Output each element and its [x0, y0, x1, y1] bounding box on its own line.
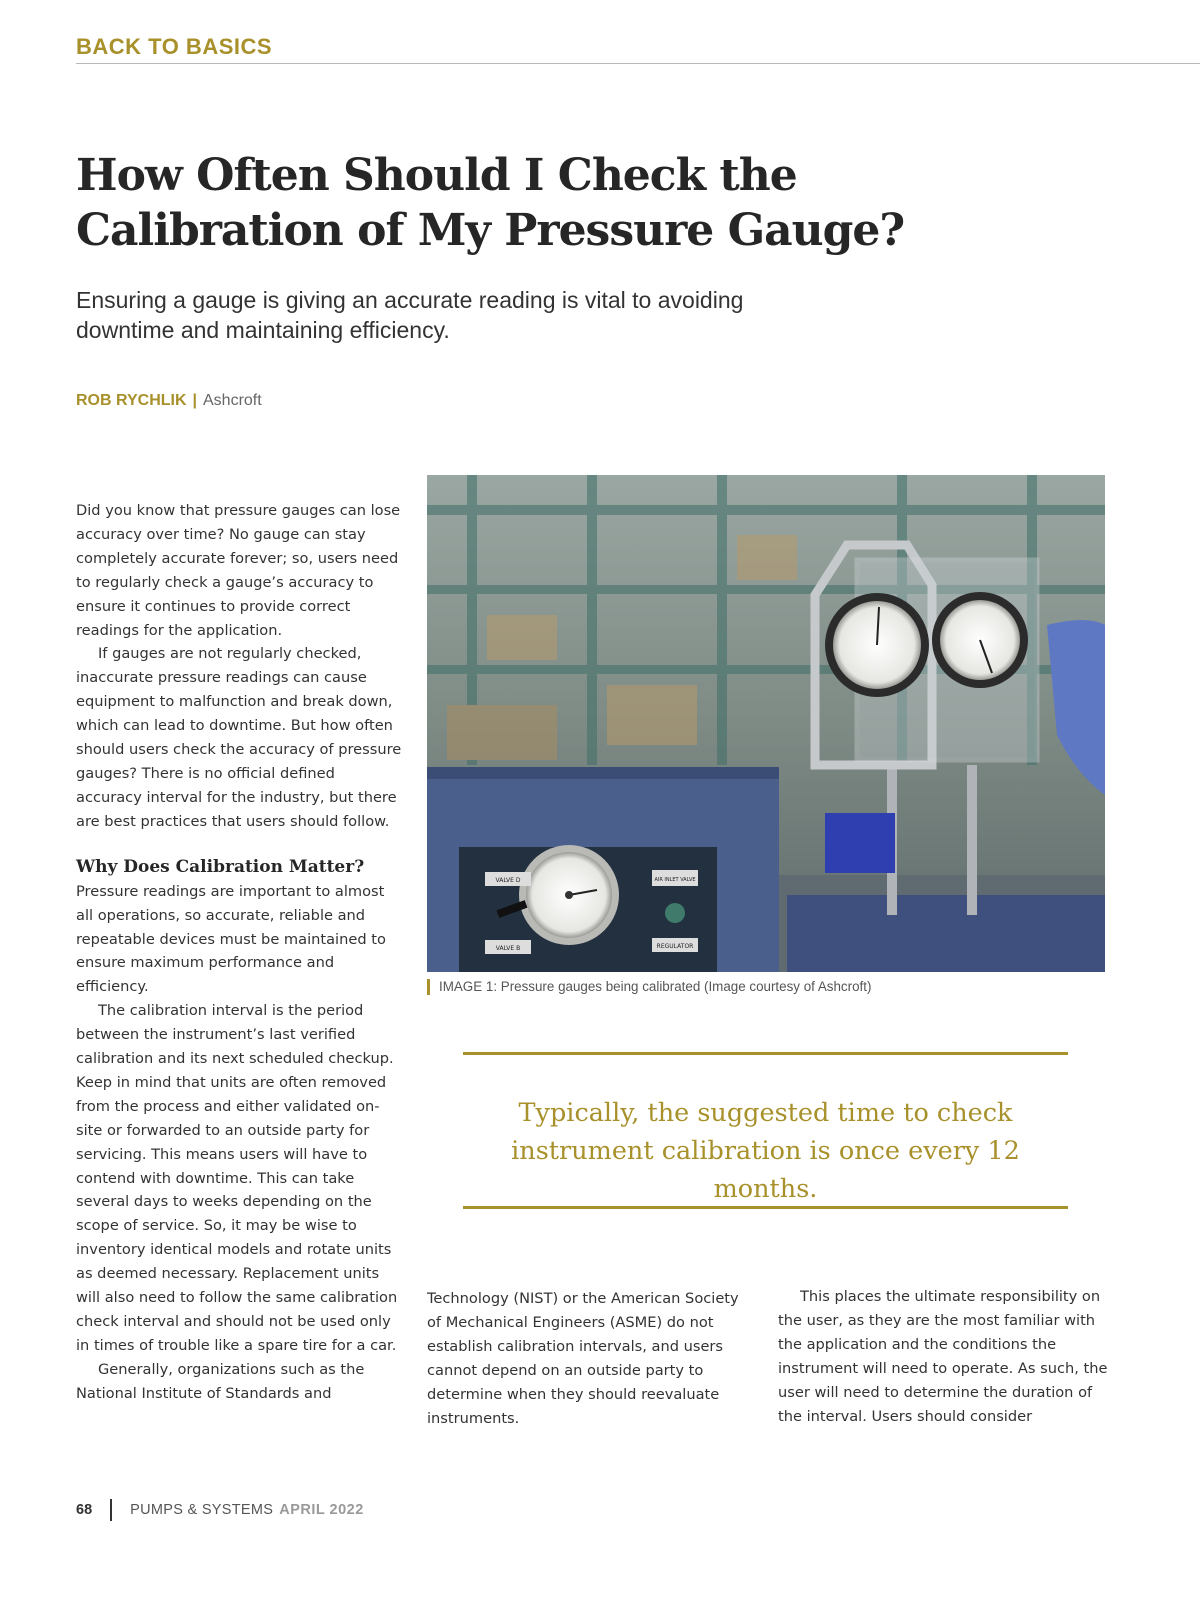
publication-name: PUMPS & SYSTEMS [130, 1502, 274, 1518]
author-name: ROB RYCHLIK [76, 392, 187, 409]
paragraph: Generally, organizations such as the National Institute of Standards and [76, 1360, 365, 1402]
image-caption: IMAGE 1: Pressure gauges being calibrated (Image courtesy of Ashcroft) [427, 979, 871, 995]
section-divider [76, 63, 1200, 64]
paragraph: Did you know that pressure gauges can lose accuracy over time? No gauge can stay completely accurate forever; so, users need to regularly check a gauge’s accuracy to ensure it continues to provide correct readings for the application. [76, 502, 401, 639]
page-number: 68 [76, 1502, 93, 1518]
article-deck [76, 285, 836, 345]
author-company: Ashcroft [203, 392, 262, 409]
issue-date: APRIL 2022 [279, 1502, 364, 1518]
paragraph: Technology (NIST) or the American Society of Mechanical Engineers (ASME) do not establish calibration intervals, and users cannot depend on an outside party to determine when they should reevaluate instruments. [427, 1290, 739, 1427]
panel-label: REGULATOR [656, 943, 694, 950]
paragraph: This places the ultimate responsibility on the user, as they are the most familiar with the application and the conditions the instrument will need to operate. As such, the user will need to determine the duration of the interval. Users should consider [778, 1288, 1108, 1425]
page-footer [76, 1499, 364, 1521]
pullquote-line-1: Typically, the suggested time to check [518, 1098, 1013, 1128]
title-line-2: Calibration of My Pressure Gauge? [76, 205, 905, 256]
paragraph: The calibration interval is the period between the instrument’s last verified calibration and its next scheduled checkup. Keep in mind that units are often removed from the process and either validated on-site or forwarded to an outside party for servicing. This means users will have to contend with downtime. This can take several days to weeks depending on the scope of service. So, it may be wise to inventory identical models and rotate units as deemed necessary. Replacement units will also need to follow the same calibration check interval and should not be used only in times of trouble like a spare tire for a car. [76, 1002, 398, 1354]
title-line-1: How Often Should I Check the [76, 150, 797, 201]
body-column-1 [76, 499, 404, 1406]
body-column-2 [427, 1287, 745, 1430]
deck-line-2: downtime and maintaining efficiency. [76, 317, 450, 343]
article-photo [427, 475, 1105, 972]
panel-label: VALVE B [495, 945, 521, 952]
paragraph: Pressure readings are important to almost all operations, so accurate, reliable and repeatable devices must be maintained to ensure maximum performance and efficiency. [76, 882, 386, 996]
byline [76, 392, 262, 410]
pullquote-bottom-rule [463, 1206, 1068, 1209]
pullquote [463, 1094, 1068, 1208]
panel-label: VALVE D [495, 877, 521, 884]
section-label: BACK TO BASICS [76, 34, 273, 59]
photo-illustration [427, 475, 1105, 972]
pullquote-top-rule [463, 1052, 1068, 1055]
body-column-3 [778, 1285, 1108, 1428]
paragraph: If gauges are not regularly checked, inaccurate pressure readings can cause equipment to malfunction and break down, which can lead to downtime. But how often should users check the accuracy of pressure gauges? There is no official defined accuracy interval for the industry, but there are best practices that users should follow. [76, 645, 402, 830]
deck-line-1: Ensuring a gauge is giving an accurate reading is vital to avoiding [76, 287, 744, 313]
test-panel [427, 767, 779, 972]
byline-separator: | [192, 392, 197, 409]
panel-label: AIR INLET VALVE [654, 877, 696, 883]
pullquote-line-2: instrument calibration is once every 12 months. [511, 1136, 1020, 1204]
article-title [76, 148, 976, 258]
footer-divider [110, 1499, 112, 1521]
subheading: Why Does Calibration Matter? [76, 856, 365, 877]
